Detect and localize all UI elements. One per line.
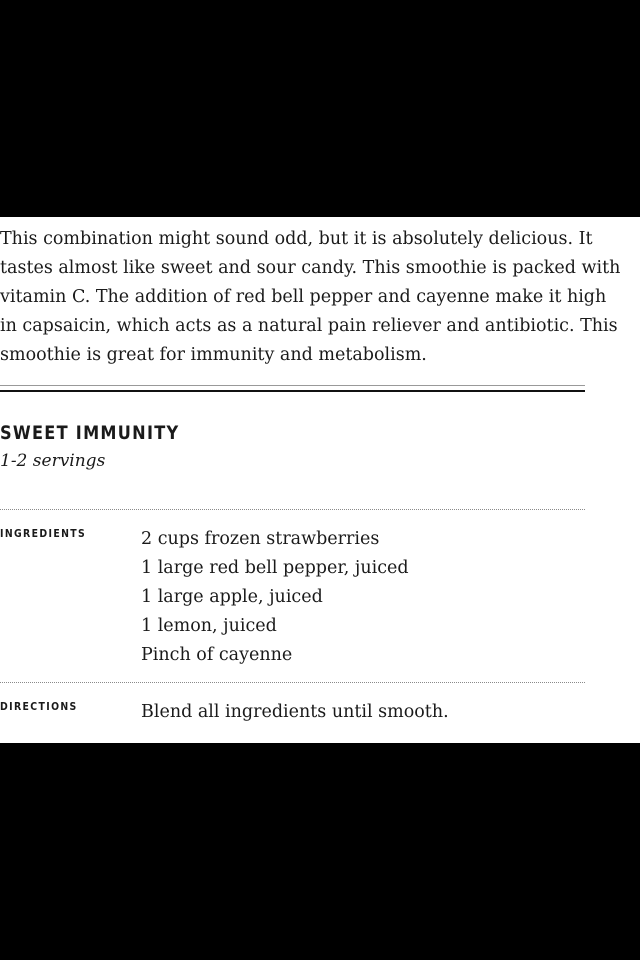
intro-line: smoothie is great for immunity and metabolism. (0, 345, 427, 365)
intro-line: tastes almost like sweet and sour candy. This smoothie is packed with (0, 258, 621, 278)
intro-line: vitamin C. The addition of red bell pepper and cayenne make it high (0, 287, 607, 307)
recipe-title: SWEET IMMUNITY (0, 422, 180, 444)
ingredient-item: 2 cups frozen strawberries (141, 529, 380, 549)
directions-label: DIRECTIONS (0, 700, 78, 713)
ingredient-item: 1 large red bell pepper, juiced (141, 558, 409, 578)
divider-thick (0, 390, 585, 392)
divider-dotted (0, 509, 585, 510)
ingredient-item: Pinch of cayenne (141, 645, 293, 665)
divider-dotted (0, 682, 585, 683)
directions-text: Blend all ingredients until smooth. (141, 702, 449, 722)
ingredient-item: 1 lemon, juiced (141, 616, 277, 636)
ingredients-label: INGREDIENTS (0, 527, 87, 540)
intro-line: in capsaicin, which acts as a natural pain reliever and antibiotic. This (0, 316, 618, 336)
ingredients-list (141, 525, 409, 670)
recipe-page (0, 217, 640, 743)
intro-line: This combination might sound odd, but it is absolutely delicious. It (0, 229, 593, 249)
intro-paragraph (0, 225, 621, 370)
ingredient-item: 1 large apple, juiced (141, 587, 323, 607)
recipe-servings: 1-2 servings (0, 451, 106, 471)
divider-thin (0, 385, 585, 386)
